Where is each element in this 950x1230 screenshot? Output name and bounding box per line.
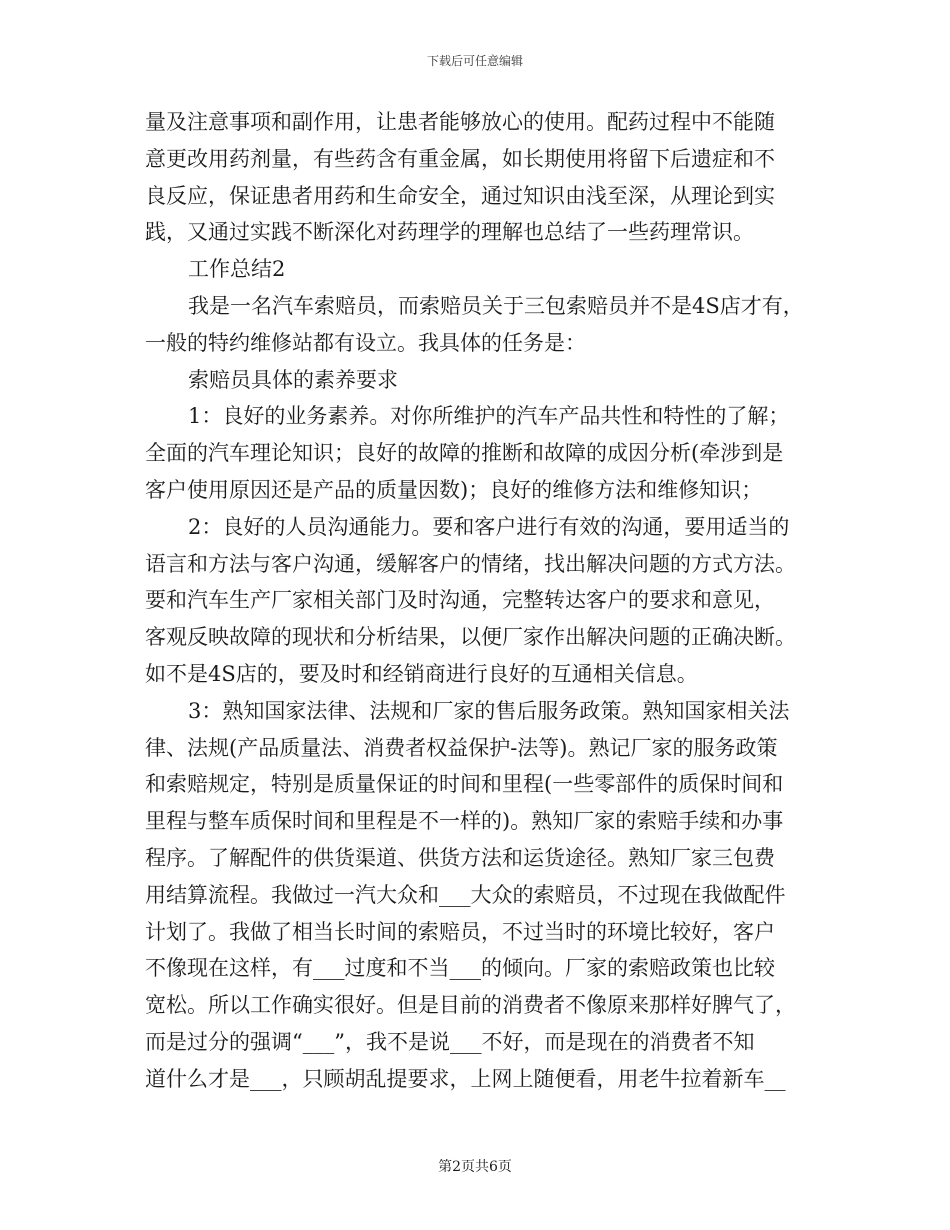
- text-line: 道什么才是___，只顾胡乱提要求，上网上随便看，用老牛拉着新车__: [145, 1066, 786, 1091]
- text-line: 律、法规(产品质量法、消费者权益保护-法等)。熟记厂家的服务政策: [145, 735, 778, 760]
- text-line: 不像现在这样，有___过度和不当___的倾向。厂家的索赔政策也比较: [145, 956, 775, 981]
- text-line: 和索赔规定，特别是质量保证的时间和里程(一些零部件的质保时间和: [145, 772, 784, 797]
- text-line: 践，又通过实践不断深化对药理学的理解也总结了一些药理常识。: [145, 220, 754, 245]
- text-line: 我是一名汽车索赔员，而索赔员关于三包索赔员并不是4S店才有，: [188, 293, 804, 318]
- text-line: 3：熟知国家法律、法规和厂家的售后服务政策。熟知国家相关法: [188, 698, 790, 723]
- text-line: 量及注意事项和副作用，让患者能够放心的使用。配药过程中不能随: [145, 110, 775, 134]
- text-line: 索赔员具体的素养要求: [188, 367, 398, 392]
- text-line: 客户使用原因还是产品的质量因数)；良好的维修方法和维修知识；: [145, 477, 763, 502]
- text-line: 语言和方法与客户沟通，缓解客户的情绪，找出解决问题的方式方法。: [145, 551, 796, 576]
- text-line: 工作总结2: [188, 257, 286, 282]
- text-line: 良反应，保证患者用药和生命安全，通过知识由浅至深，从理论到实: [145, 183, 775, 208]
- text-line: 程序。了解配件的供货渠道、供货方法和运货途径。熟知厂家三包费: [145, 845, 775, 870]
- text-line: 意更改用药剂量，有些药含有重金属，如长期使用将留下后遗症和不: [145, 146, 775, 171]
- page-header: 下载后可任意编辑: [426, 54, 523, 68]
- text-line: 1：良好的业务素养。对你所维护的汽车产品共性和特性的了解；: [188, 404, 790, 429]
- text-line: 2：良好的人员沟通能力。要和客户进行有效的沟通，要用适当的: [188, 514, 790, 539]
- text-line: 里程与整车质保时间和里程是不一样的)。熟知厂家的索赔手续和办事: [145, 809, 784, 834]
- page-footer: 第2页共6页: [438, 1159, 512, 1175]
- text-line: 如不是4S店的，要及时和经销商进行良好的互通相关信息。: [145, 661, 698, 686]
- text-line: 用结算流程。我做过一汽大众和___大众的索赔员，不过现在我做配件: [145, 882, 786, 907]
- text-line: 计划了。我做了相当长时间的索赔员，不过当时的环境比较好，客户: [145, 919, 775, 944]
- document-body: [145, 104, 810, 1098]
- text-line: 而是过分的强调“___”，我不是说___不好，而是现在的消费者不知: [145, 1029, 755, 1054]
- text-line: 客观反映故障的现状和分析结果，以便厂家作出解决问题的正确决断。: [145, 625, 796, 650]
- text-line: 宽松。所以工作确实很好。但是目前的消费者不像原来那样好脾气了，: [145, 993, 796, 1018]
- text-line: 要和汽车生产厂家相关部门及时沟通，完整转达客户的要求和意见，: [145, 588, 775, 613]
- text-line: 一般的特约维修站都有设立。我具体的任务是：: [145, 330, 586, 355]
- text-line: 全面的汽车理论知识；良好的故障的推断和故障的成因分析(牵涉到是: [145, 441, 784, 466]
